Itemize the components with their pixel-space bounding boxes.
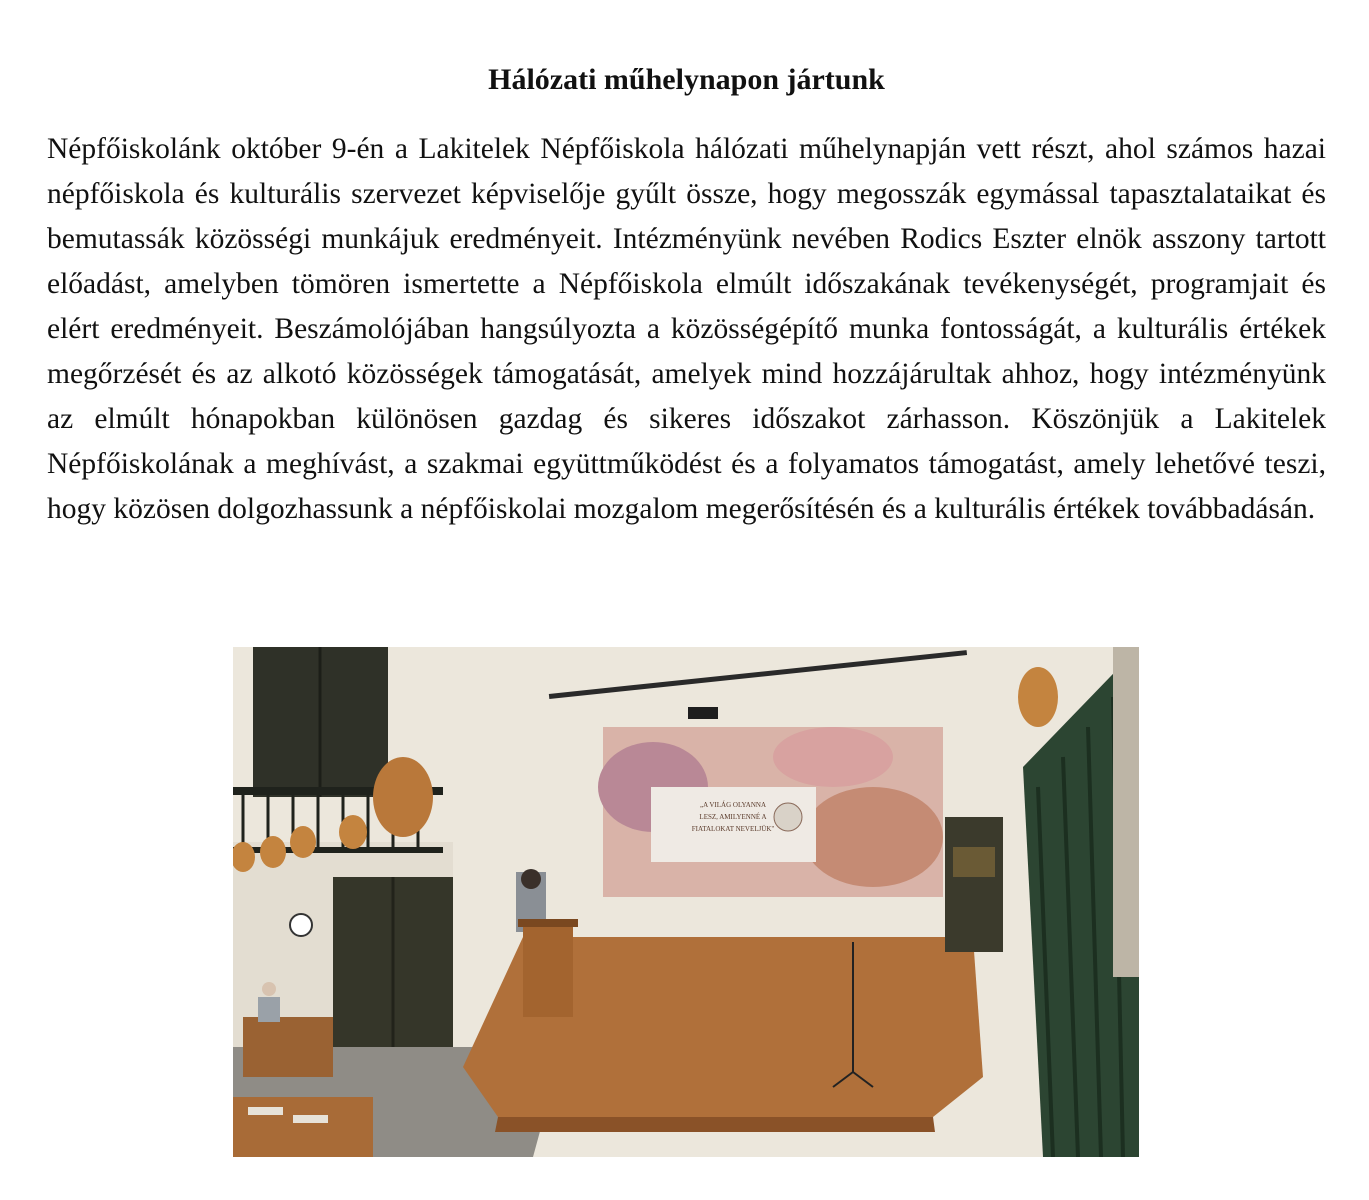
wall-clock — [290, 914, 312, 936]
event-photo — [233, 647, 1139, 1157]
svg-text:FIATALOKAT NEVELJÜK": FIATALOKAT NEVELJÜK" — [691, 825, 775, 833]
projector — [688, 707, 718, 719]
desk — [243, 1017, 333, 1077]
lectern — [523, 922, 573, 1017]
roll-up-banner — [945, 817, 1003, 952]
article-title: Hálózati műhelynapon jártunk — [488, 63, 885, 96]
article-body: Népfőiskolánk október 9-én a Lakitelek Népfőiskola hálózati műhelynapján vett részt, ahol számos hazai népfőiskola és kulturális szervezet képviselője gyűlt össze, hogy megosszák egymással tapasztalataikat és bemutassák közösségi munkájuk eredményeit. Intézményünk nevében Rodics Eszter elnök asszony tartott előadást, amelyben tömören ismertette a Népfőiskola elmúlt időszakának tevékenységét, programjait és elért eredményeit. Beszámolójában hangsúlyozta a közösségépítő munka fontosságát, a kulturális értékek megőrzését és az alkotó közösségek támogatását, amelyek mind hozzájárultak ahhoz, hogy intézményünk az elmúlt hónapokban különösen gazdag és sikeres időszakot zárhasson. Köszönjük a Lakitelek Népfőiskolának a meghívást, a szakmai együttműködést és a folyamatos támogatást, amely lehetővé teszi, hogy közösen dolgozhassunk a népfőiskolai mozgalom megerősítésén és a kulturális értékek továbbadásán. — [47, 133, 1326, 525]
svg-text:LESZ, AMILYENNÉ A: LESZ, AMILYENNÉ A — [699, 813, 767, 821]
wooden-crest — [373, 757, 433, 837]
svg-text:„A VILÁG OLYANNA: „A VILÁG OLYANNA — [699, 801, 767, 809]
